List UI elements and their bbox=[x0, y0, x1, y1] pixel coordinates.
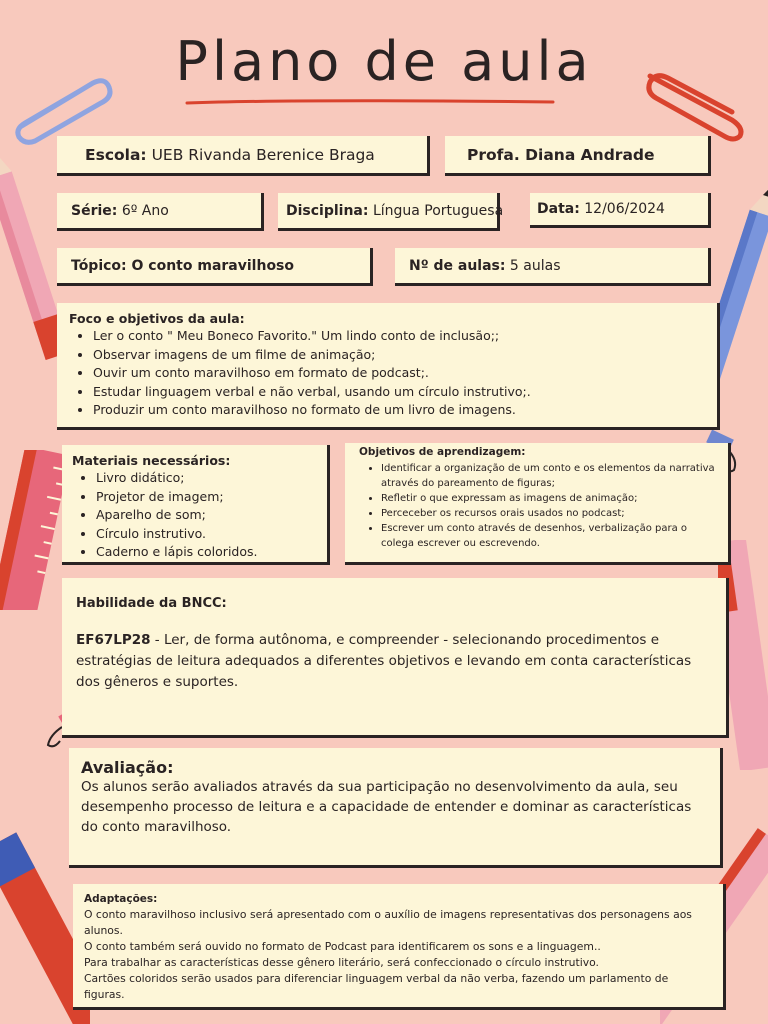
adaptation-line: O conto maravilhoso inclusivo será apresentado com o auxílio de imagens representativas dos personagens aos alunos. bbox=[84, 908, 692, 937]
lessons-value: 5 aulas bbox=[509, 257, 561, 274]
evaluation-heading: Avaliação: bbox=[81, 758, 174, 777]
date-card bbox=[530, 193, 711, 228]
date-value: 12/06/2024 bbox=[584, 201, 665, 217]
teacher-card bbox=[445, 136, 711, 176]
lessons-label: Nº de aulas: bbox=[409, 257, 506, 274]
objectives-heading: Objetivos de aprendizagem: bbox=[359, 446, 526, 458]
materials-card bbox=[62, 445, 330, 565]
adaptation-line: Para trabalhar as características desse gênero literário, será confeccionado o círculo instrutivo. bbox=[84, 956, 599, 969]
list-item: • Ouvir um conto maravilhoso em formato de podcast;. bbox=[93, 364, 717, 383]
date-label: Data: bbox=[537, 201, 580, 217]
ruler-left-icon bbox=[0, 450, 70, 610]
grade-label: Série: bbox=[71, 202, 118, 219]
bncc-text bbox=[76, 630, 712, 693]
list-item: • Livro didático; bbox=[96, 469, 327, 488]
list-item: • Estudar linguagem verbal e não verbal, usando um círculo instrutivo;. bbox=[93, 383, 717, 402]
bncc-code: EF67LP28 bbox=[76, 632, 151, 648]
adaptations-card bbox=[73, 884, 726, 1010]
lessons-card bbox=[395, 248, 711, 286]
adaptation-line: Cartões coloridos serão usados para diferenciar linguagem verbal da não verba, fazendo um parlamento de figuras. bbox=[84, 972, 669, 1001]
objectives-list bbox=[359, 461, 718, 551]
list-item: • Projetor de imagem; bbox=[96, 488, 327, 507]
bncc-description: - Ler, de forma autônoma, e compreender - selecionando procedimentos e estratégias de leitura adequados a diferentes objetivos e levando em conta características dos gêneros e suportes. bbox=[76, 632, 692, 690]
title-underline bbox=[185, 98, 555, 108]
pencil-left-icon bbox=[0, 150, 60, 370]
grade-card bbox=[57, 193, 264, 231]
bncc-heading: Habilidade da BNCC: bbox=[76, 596, 227, 611]
focus-list bbox=[69, 327, 717, 420]
page-title: Plano de aula bbox=[175, 30, 593, 93]
evaluation-card bbox=[69, 748, 723, 868]
list-item: • Identificar a organização de um conto e os elementos da narrativa através do pareamento de figuras; bbox=[381, 461, 718, 491]
focus-card bbox=[57, 303, 720, 430]
school-value: UEB Rivanda Berenice Braga bbox=[151, 145, 375, 164]
topic-label: Tópico: O conto maravilhoso bbox=[71, 257, 295, 274]
bncc-card bbox=[62, 578, 729, 738]
materials-heading: Materiais necessários: bbox=[72, 453, 231, 468]
materials-list bbox=[72, 469, 327, 562]
adaptations-heading: Adaptações: bbox=[84, 893, 158, 905]
list-item: • Escrever um conto através de desenhos, verbalização para o colega escrever ou escrevendo. bbox=[381, 521, 718, 551]
list-item: • Produzir um conto maravilhoso no formato de um livro de imagens. bbox=[93, 401, 717, 420]
list-item: • Caderno e lápis coloridos. bbox=[96, 543, 327, 562]
list-item: • Refletir o que expressam as imagens de animação; bbox=[381, 491, 718, 506]
list-item: • Círculo instrutivo. bbox=[96, 525, 327, 544]
school-card bbox=[57, 136, 430, 176]
grade-value: 6º Ano bbox=[121, 202, 169, 219]
list-item: • Aparelho de som; bbox=[96, 506, 327, 525]
evaluation-text: Os alunos serão avaliados através da sua participação no desenvolvimento da aula, seu desempenho processo de leitura e a capacidade de entender e dominar as características do conto maravilhoso. bbox=[81, 779, 692, 835]
list-item: • Observar imagens de um filme de animação; bbox=[93, 346, 717, 365]
subject-card bbox=[278, 193, 504, 231]
objectives-card bbox=[345, 443, 731, 565]
focus-heading: Foco e objetivos da aula: bbox=[69, 311, 245, 326]
list-item: • Ler o conto " Meu Boneco Favorito." Um lindo conto de inclusão;; bbox=[93, 327, 717, 346]
list-item: • Perceceber os recursos orais usados no podcast; bbox=[381, 506, 718, 521]
topic-card bbox=[57, 248, 373, 286]
subject-label: Disciplina: bbox=[286, 202, 369, 219]
subject-value: Língua Portuguesa bbox=[372, 202, 504, 219]
school-label: Escola: bbox=[85, 145, 147, 164]
teacher-name: Profa. Diana Andrade bbox=[467, 145, 655, 164]
adaptation-line: O conto também será ouvido no formato de Podcast para identificarem os sons e a linguagem.. bbox=[84, 940, 601, 953]
